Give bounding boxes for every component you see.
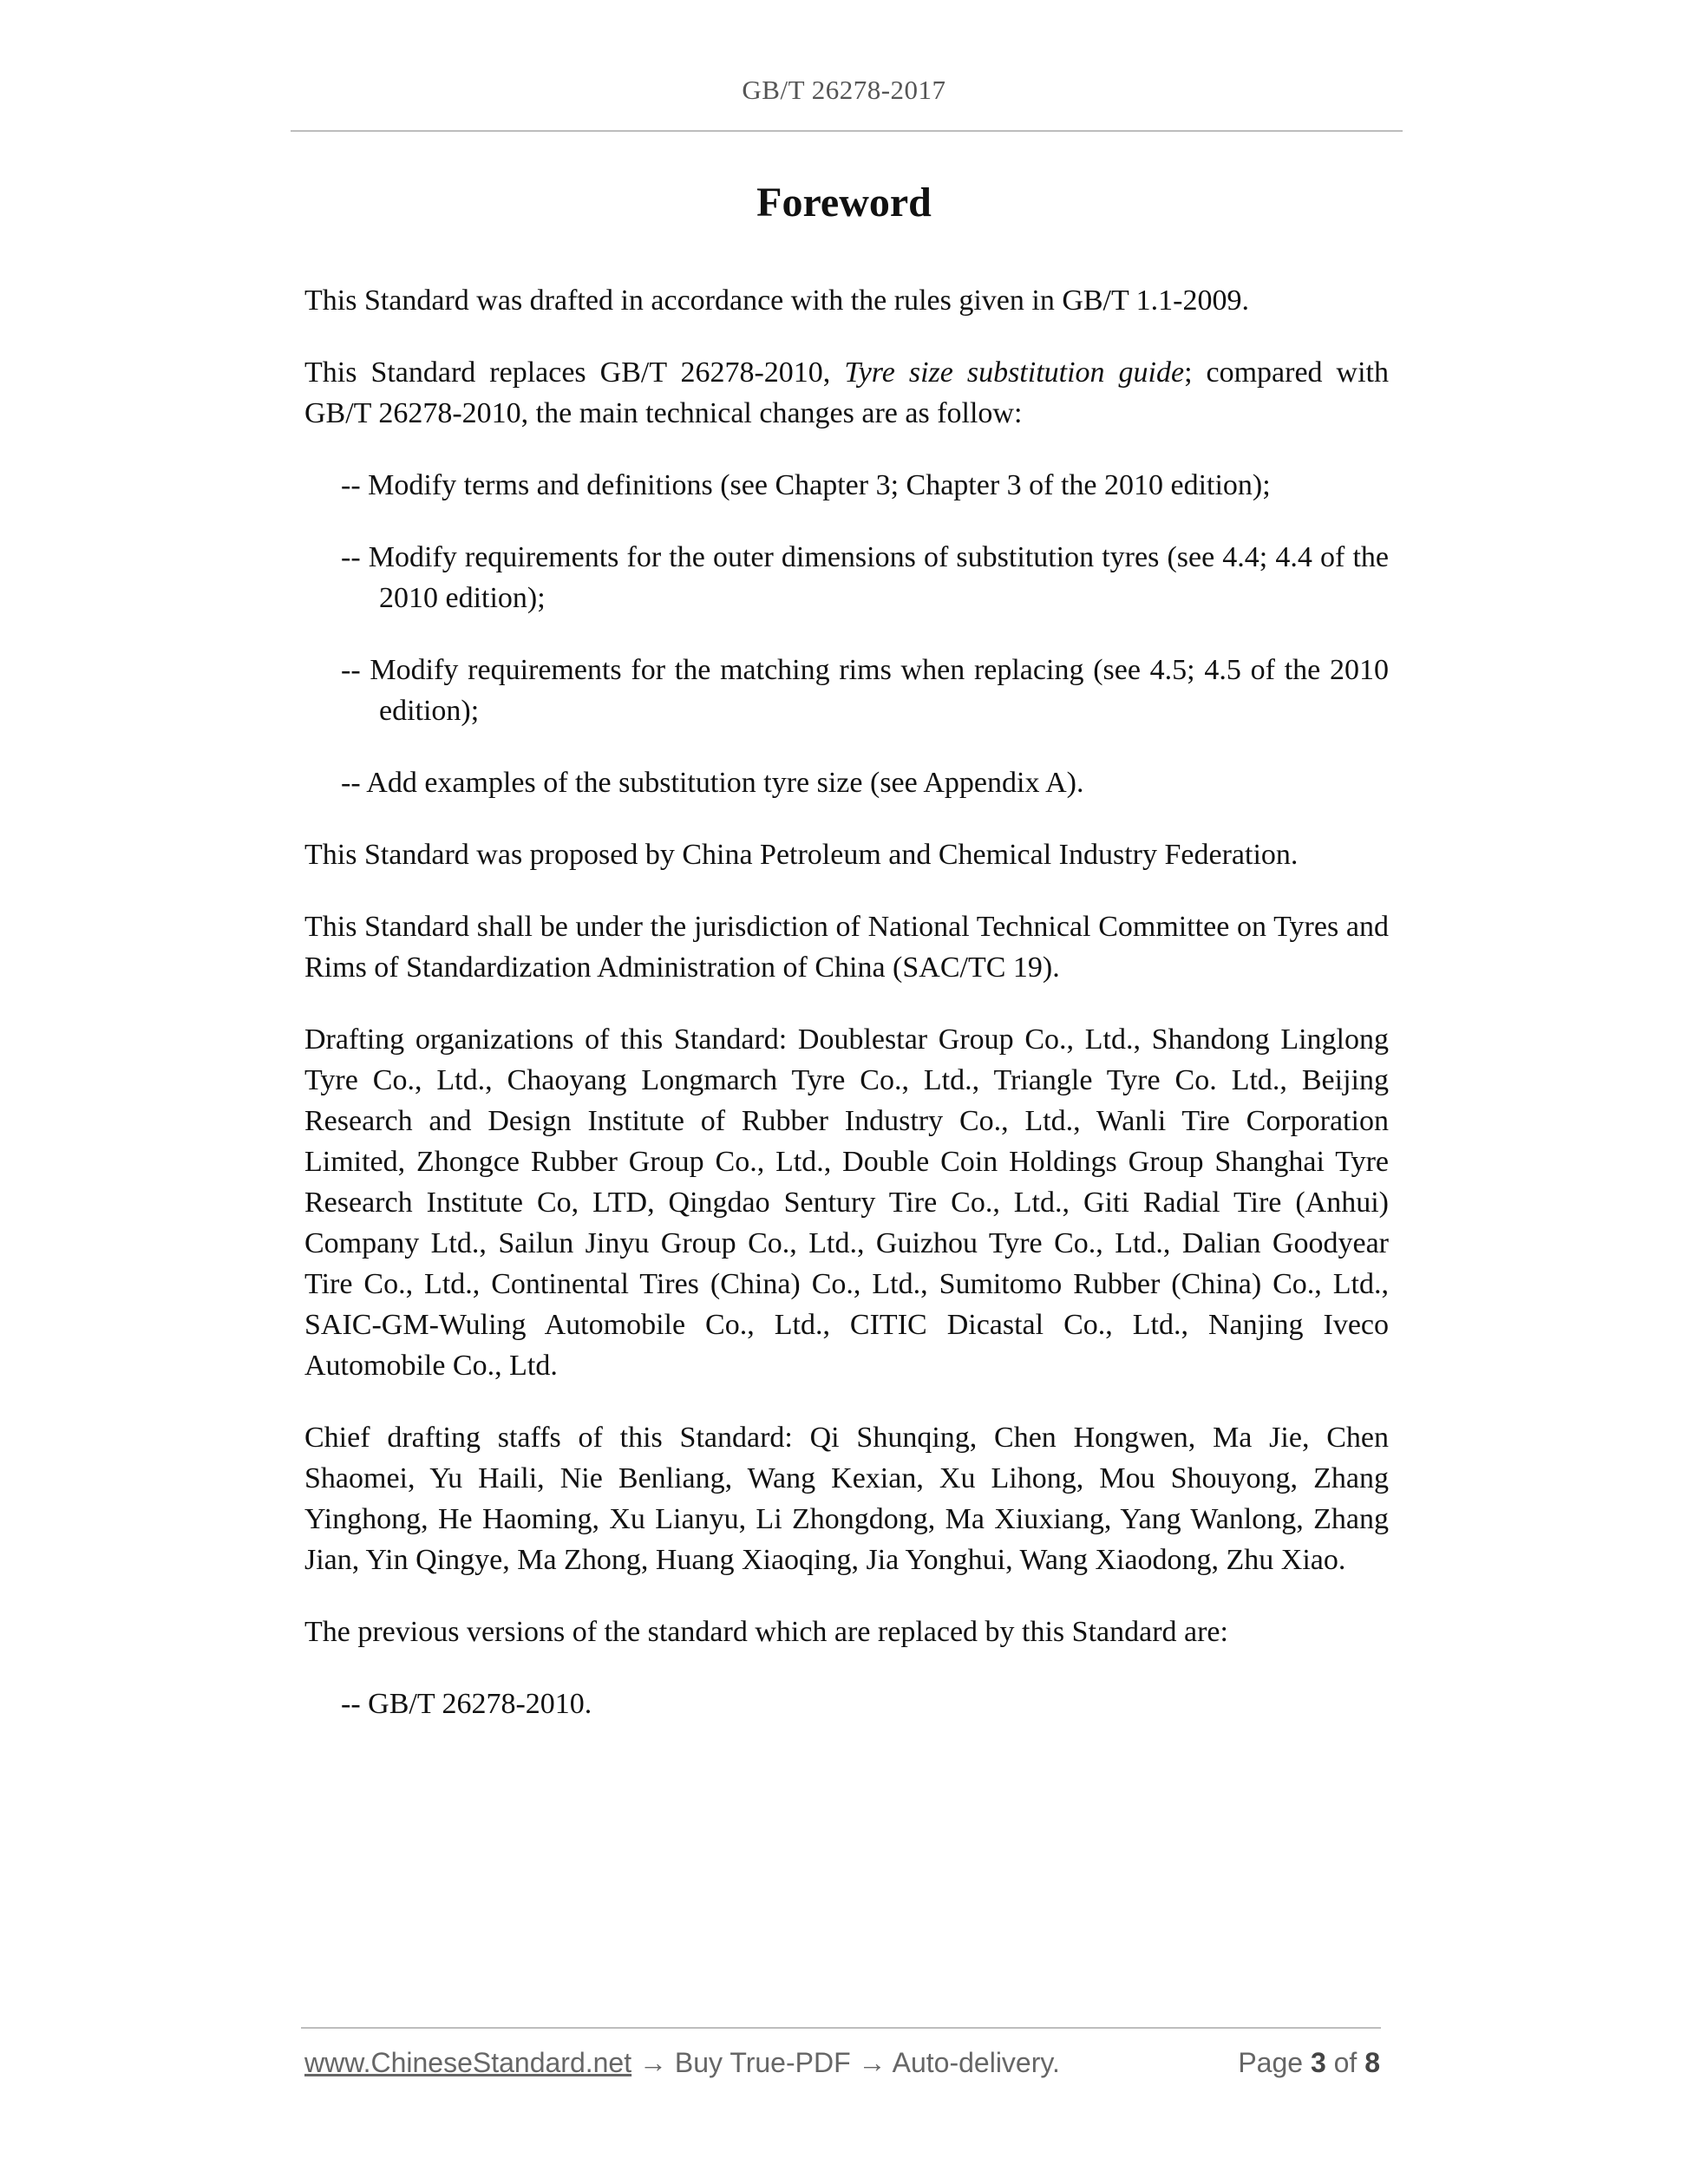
footer-promo [304,2047,1060,2079]
paragraph-proposed-by: This Standard was proposed by China Petroleum and Chemical Industry Federation. [304,839,1299,871]
paragraph-drafting-organizations: Drafting organizations of this Standard: Doublestar Group Co., Ltd., Shandong Linglong Tyre Co., Ltd., Chaoyang Longmarch Tyre Co., Ltd., Triangle Tyre Co. Ltd., Beijing Research and Design Institute of Rubber Industry Co., Ltd., Wanli Tire Corporation Limited, Zhongce Rubber Group Co., Ltd., Double Coin Holdings Group Shanghai Tyre Research Institute Co, LTD, Qingdao Sentury Tire Co., Ltd., Giti Radial Tire (Anhui) Company Ltd., Sailun Jinyu Group Co., Ltd., Guizhou Tyre Co., Ltd., Dalian Goodyear Tire Co., Ltd., Continental Tires (China) Co., Ltd., Sumitomo Rubber (China) Co., Ltd., SAIC-GM-Wuling Automobile Co., Ltd., CITIC Dicastal Co., Ltd., Nanjing Iveco Automobile Co., Ltd. [304,1023,1389,1382]
page-title: Foreword [756,180,932,226]
change-item-outer-dimensions: -- Modify requirements for the outer dimensions of substitution tyres (see 4.4; 4.4 of the 2010 edition); [341,541,1389,614]
buy-true-pdf-text: Buy True-PDF [674,2047,851,2078]
page-label: Page [1238,2047,1304,2078]
paragraph-drafting-rules: This Standard was drafted in accordance with the rules given in GB/T 1.1-2009. [304,284,1249,317]
foreword-body [304,280,1389,1756]
change-item-terms: -- Modify terms and definitions (see Chapter 3; Chapter 3 of the 2010 edition); [341,469,1271,501]
website-link[interactable]: www.ChineseStandard.net [304,2047,632,2078]
arrow-right-icon: → [639,2047,667,2078]
current-page-number: 3 [1310,2047,1326,2078]
paragraph-chief-drafting-staffs: Chief drafting staffs of this Standard: Qi Shunqing, Chen Hongwen, Ma Jie, Chen Shaomei, Yu Haili, Nie Benliang, Wang Kexian, Xu Lihong, Mou Shouyong, Zhang Yinghong, He Haoming, Xu Lianyu, Li Zhongdong, Ma Xiuxiang, Yang Wanlong, Zhang Jian, Yin Qingye, Ma Zhong, Huang Xiaoqing, Jia Yonghui, Wang Xiaodong, Zhu Xiao. [304,1422,1389,1576]
running-header: GB/T 26278-2017 [742,75,946,105]
auto-delivery-text: Auto-delivery. [892,2047,1060,2078]
previous-version-item: -- GB/T 26278-2010. [341,1688,592,1720]
replaced-standard-title: Tyre size substitution guide [844,356,1185,389]
paragraph-previous-versions: The previous versions of the standard which are replaced by this Standard are: [304,1616,1228,1648]
paragraph-jurisdiction: This Standard shall be under the jurisdiction of National Technical Committee on Tyres and Rims of Standardization Administration of China (SAC/TC 19). [304,911,1389,984]
change-item-examples: -- Add examples of the substitution tyre size (see Appendix A). [341,767,1084,799]
page-number [1238,2047,1380,2079]
header-divider [291,130,1403,132]
of-label: of [1333,2047,1358,2078]
replacement-text-post: ; compared with GB/T 26278-2010, the main technical changes are as follow: [304,356,1390,429]
arrow-right-icon: → [858,2047,887,2078]
change-item-matching-rims: -- Modify requirements for the matching rims when replacing (see 4.5; 4.5 of the 2010 edition); [341,654,1389,727]
replacement-text-pre: This Standard replaces GB/T 26278-2010, [304,356,845,389]
total-page-number: 8 [1364,2047,1380,2078]
footer-divider [301,2027,1381,2029]
paragraph-replacement [304,352,1389,434]
